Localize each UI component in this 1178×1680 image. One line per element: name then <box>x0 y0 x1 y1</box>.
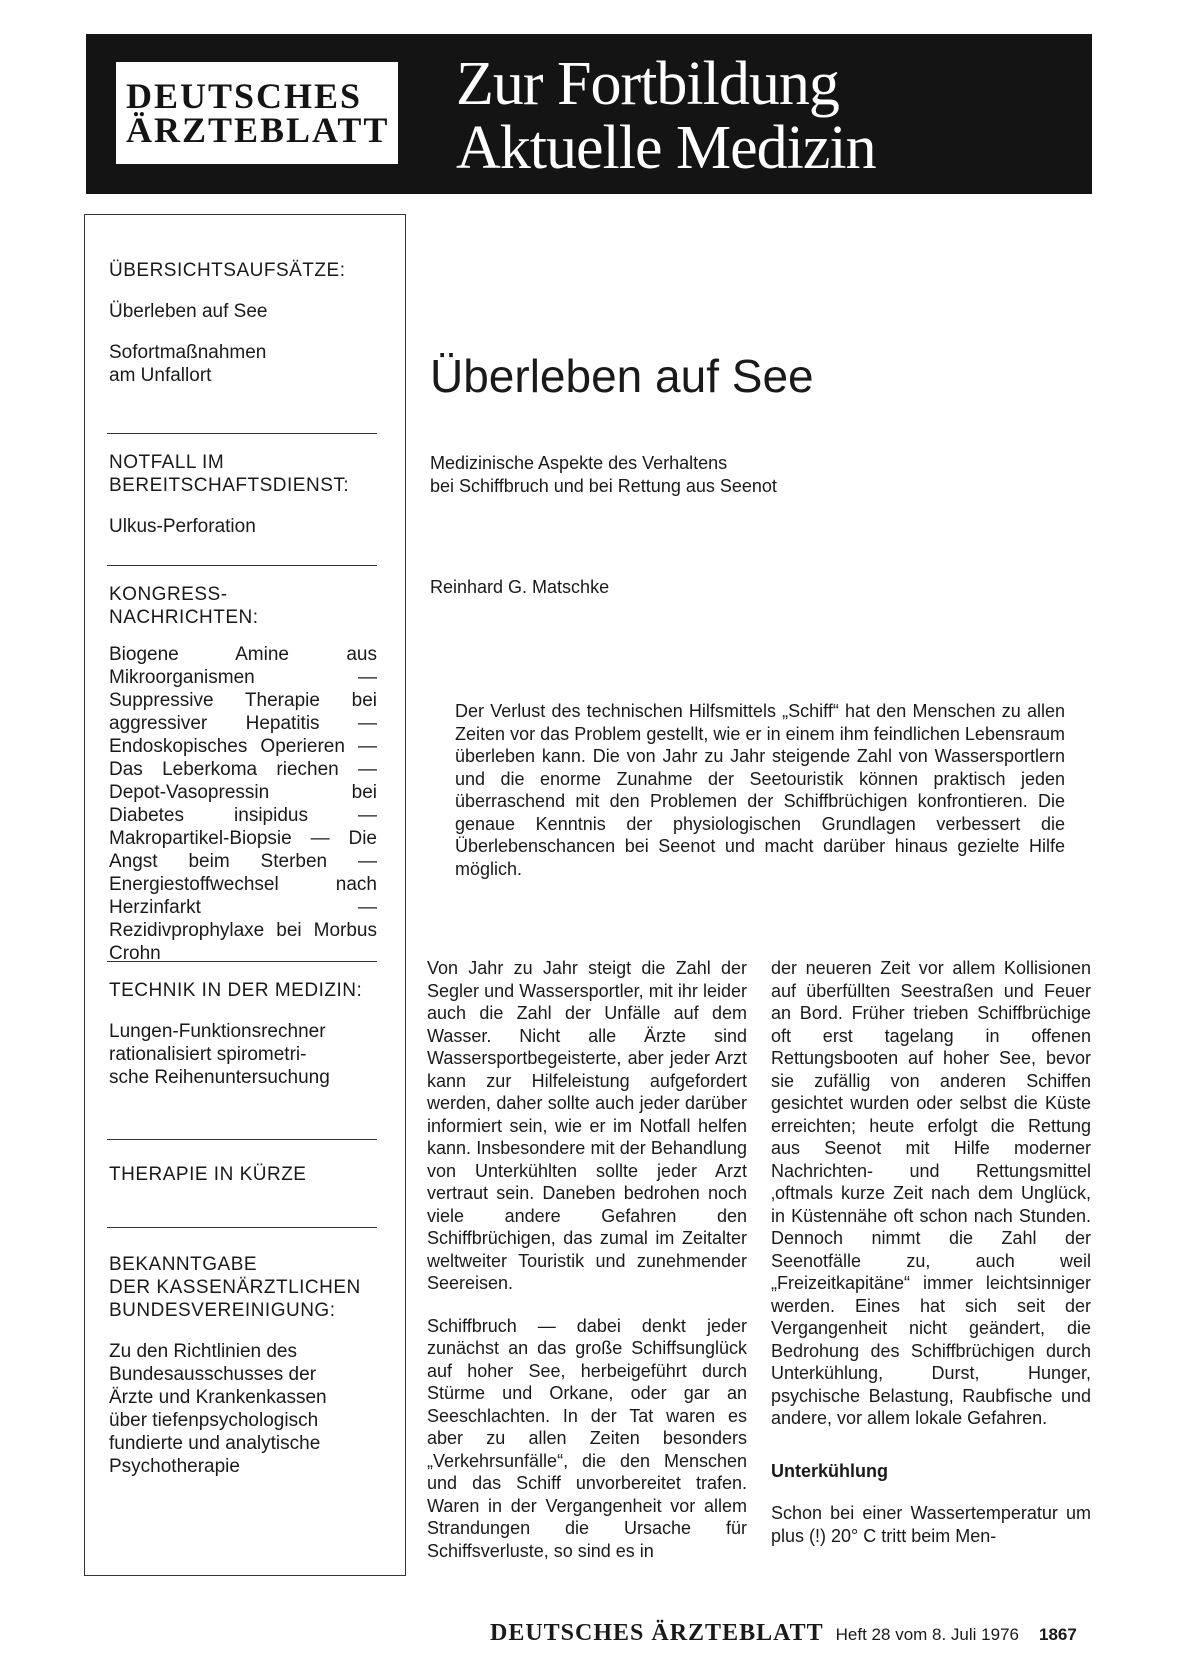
sidebar-heading: BEKANNTGABE DER KASSENÄRZTLICHEN BUNDESVEREINIGUNG: <box>109 1254 361 1321</box>
body-column-right <box>771 957 1091 1547</box>
header-banner <box>86 34 1092 194</box>
body-paragraph: Schon bei einer Wassertemperatur um plus (!) 20° C tritt beim Men- <box>771 1503 1091 1546</box>
sidebar-item: Biogene Amine aus Mikroorganismen — Suppressive Therapie bei aggressiver Hepatitis — Endoskopisches Operieren — Das Leberkoma riechen — Depot-Vasopressin bei Diabetes insipidus — Makropartikel-Biopsie — Die Angst beim Sterben — Energiestoffwechsel nach Herzinfarkt — Rezidivprophylaxe bei Morbus Crohn <box>109 644 377 964</box>
article-subtitle-line-2: bei Schiffbruch und bei Rettung aus Seenot <box>430 476 777 496</box>
footer-issue: Heft 28 vom 8. Juli 1976 <box>835 1625 1019 1644</box>
article-subtitle-line-1: Medizinische Aspekte des Verhaltens <box>430 453 728 473</box>
sidebar-section-technology <box>109 979 377 1089</box>
sidebar-section-announcement <box>109 1253 377 1478</box>
section-title-line-1: Zur Fortbildung <box>456 50 839 118</box>
page-number: 1867 <box>1038 1625 1077 1644</box>
sidebar-divider <box>107 961 377 962</box>
body-column-left <box>427 957 747 1562</box>
article-abstract: Der Verlust des technischen Hilfsmittels „Schiff“ hat den Menschen zu allen Zeiten vor das Problem gestellt, wie er in einem ihm feindlichen Lebensraum überleben kann. Die von Jahr zu Jahr steigende Zahl von Wassersportlern und die enorme Zunahme der Seetouristik können praktisch jeden überraschend mit den Problemen der Schiffbrüchigen konfrontieren. Die genaue Kenntnis der physiologischen Grundlagen verbessert die Überlebenschancen bei Seenot und macht darüber hinaus gezielte Hilfe möglich. <box>455 701 1065 879</box>
logo-line-1: DEUTSCHES <box>126 76 363 116</box>
sidebar-section-emergency <box>109 451 377 538</box>
sidebar-item: Zu den Richtlinien des Bundesausschusses der Ärzte und Krankenkassen über tiefenpsychologisch fundierte und analytische Psychotherapie <box>109 1341 327 1477</box>
body-paragraph: Von Jahr zu Jahr steigt die Zahl der Segler und Wassersportler, mit ihr leider auch die Zahl der Unfälle auf dem Wasser. Nicht alle Ärzte sind Wassersportbegeisterte, aber jeder Arzt kann zur Hilfeleistung aufgefordert werden, daher sollte auch jeder darüber informiert sein, wie er im Notfall helfen kann. Insbesondere mit der Behandlung von Unterkühlten sollte jeder Arzt vertraut sein. Daneben bedrohen noch viele andere Gefahren den Schiffbrüchigen, das zumal im Zeitalter weltweiter Touristik und zunehmender Seereisen. <box>427 958 747 1293</box>
sidebar-item: Überleben auf See <box>109 301 268 322</box>
article-subtitle <box>430 452 777 498</box>
sidebar-heading: KONGRESS- NACHRICHTEN: <box>109 584 259 628</box>
journal-logo <box>116 62 398 164</box>
sidebar-section-therapy <box>109 1163 377 1186</box>
sidebar-heading: TECHNIK IN DER MEDIZIN: <box>109 980 363 1001</box>
sidebar-divider <box>107 565 377 566</box>
sidebar-item: Ulkus-Perforation <box>109 516 256 537</box>
body-paragraph: der neueren Zeit vor allem Kollisionen auf überfüllten Seestraßen und Feuer an Bord. Früher trieben Schiffbrüchige oft erst tagelang in offenen Rettungsbooten auf hoher See, bevor sie zufällig von anderen Schiffen gesichtet wurden oder selbst die Küste erreichten; heute erfolgt die Rettung aus Seenot mit Hilfe moderner Nachrichten- und Rettungsmittel ‚oftmals kurze Zeit nach dem Unglück, in Küstennähe oft schon nach Stunden. Dennoch nimmt die Zahl der Seenotfälle zu, auch weil „Freizeitkapitäne“ immer leichtsinniger werden. Eines hat sich seit der Vergangenheit nicht geändert, die Bedrohung des Schiffbrüchigen durch Unterkühlung, Durst, Hunger, psychische Belastung, Raubfische und andere, vor allem lokale Gefahren. <box>771 958 1091 1428</box>
sidebar-heading: THERAPIE IN KÜRZE <box>109 1164 307 1185</box>
sidebar-section-congress <box>109 583 377 965</box>
sidebar-item: Sofortmaßnahmen am Unfallort <box>109 342 267 386</box>
logo-line-2: ÄRZTEBLATT <box>126 110 390 150</box>
body-paragraph: Schiffbruch — dabei denkt jeder zunächst an das große Schiffsunglück auf hoher See, herbeigeführt durch Stürme und Orkane, oder gar an Seeschlachten. In der Tat waren es aber zu allen Zeiten besonders „Verkehrsunfälle“, die den Menschen und das Schiff unvorbereitet trafen. Waren in der Vergangenheit vor allem Strandungen die Ursache für Schiffsverluste, so sind es in <box>427 1315 747 1561</box>
section-title-line-2: Aktuelle Medizin <box>456 114 876 182</box>
sidebar-section-overview <box>109 259 377 387</box>
sidebar-divider <box>107 1227 377 1228</box>
footer-journal-name: DEUTSCHES ÄRZTEBLATT <box>490 1620 824 1646</box>
article-title: Überleben auf See <box>430 350 814 402</box>
sidebar-divider <box>107 1139 377 1140</box>
sidebar-heading: NOTFALL IM BEREITSCHAFTSDIENST: <box>109 452 350 496</box>
section-heading: Unterkühlung <box>771 1460 888 1481</box>
sidebar-item: Lungen-Funktionsrechner rationalisiert spirometri- sche Reihenuntersuchung <box>109 1021 330 1088</box>
sidebar-divider <box>107 433 377 434</box>
section-title <box>456 52 876 180</box>
sidebar-heading: ÜBERSICHTSAUFSÄTZE: <box>109 260 346 281</box>
contents-sidebar <box>84 214 406 1576</box>
page-footer <box>490 1620 1077 1647</box>
article-author: Reinhard G. Matschke <box>430 577 610 597</box>
